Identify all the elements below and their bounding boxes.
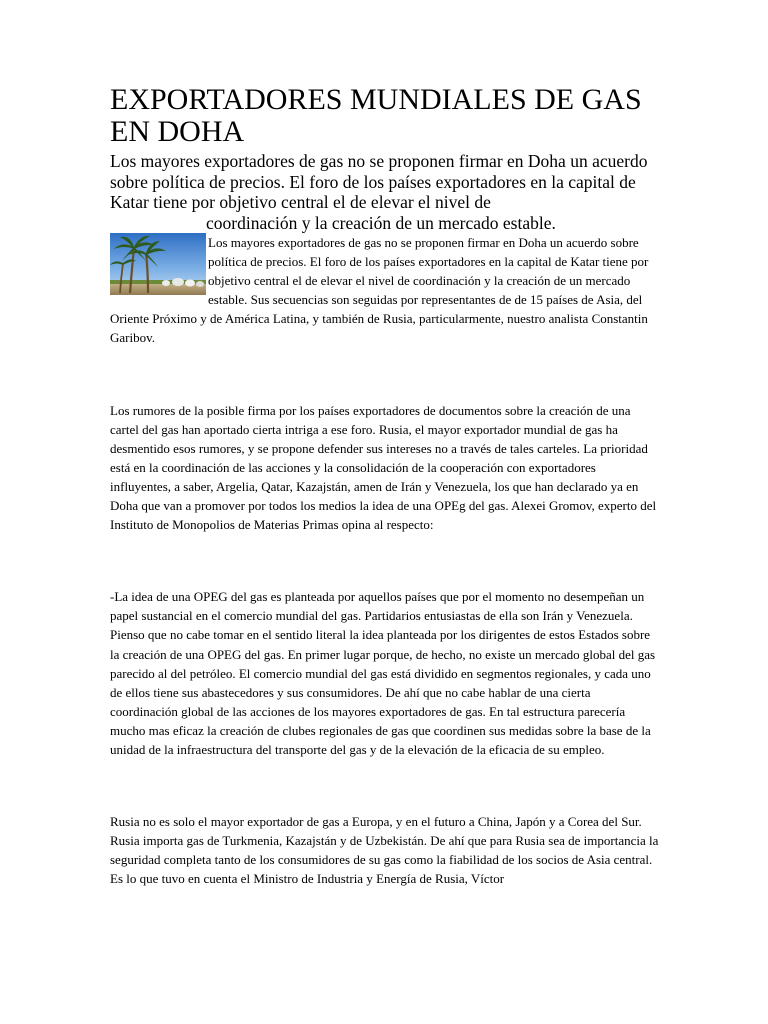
- intro-paragraph: Los mayores exportadores de gas no se proponen firmar en Doha un acuerdo sobre política de precios. El foro de los países exportadores en la capital de Katar tiene por objetivo central el de elevar el nivel de coordinación y la creación de un mercado estable. Sus secuencias son seguidas por representantes de de 15 países de Asia, del Oriente Próximo y de América Latina, y también de Rusia, particularmente, nuestro analista Constantin Garibov.: [110, 235, 649, 346]
- body-paragraph-1: Los rumores de la posible firma por los países exportadores de documentos sobre la creación de una cartel del gas han aportado cierta intriga a ese foro. Rusia, el mayor exportador mundial de gas ha desmentido esos rumores, y se propone defender sus intereses no a través de tales carteles. La prioridad está en la coordinación de las acciones y la consolidación de la cooperación con exportadores influyentes, a saber, Argelia, Qatar, Kazajstán, amen de Irán y Venezuela, los que han declarado ya en Doha que van a promover por todos los medios la idea de una OPEg del gas. Alexei Gromov, experto del Instituto de Monopolios de Materias Primas opina al respecto:: [110, 402, 657, 533]
- body-paragraph-3: Rusia no es solo el mayor exportador de gas a Europa, y en el futuro a China, Japón y a Corea del Sur. Rusia importa gas de Turkmenia, Kazajstán y de Uzbekistán. De ahí que para Rusia sea de importancia la seguridad completa tanto de los consumidores de su gas como la fiabilidad de los socios de Asia central. Es lo que tuvo en cuenta el Ministro de Industria y Energía de Rusia, Víctor: [110, 814, 659, 887]
- article-title: EXPORTADORES MUNDIALES DE GAS EN DOHA: [110, 83, 642, 148]
- document-page: [110, 84, 660, 888]
- lead-text-part2: coordinación y la creación de un mercado estable.: [206, 212, 556, 233]
- body-paragraph-2: -La idea de una OPEG del gas es planteada por aquellos países que por el momento no desempeñan un papel sustancial en el comercio mundial del gas. Partidarios entusiastas de ella son Irán y Venezuela. Pienso que no cabe tomar en el sentido literal la idea planteada por los dirigentes de estos Estados sobre la creación de una OPEG del gas. En primer lugar porque, de hecho, no existe un mercado global del gas parecido al del petróleo. El comercio mundial del gas está dividido en segmentos regionales, y cada uno de ellos tiene sus abastecedores y sus consumidores. De ahí que no cabe hablar de una cierta coordinación global de las acciones de los mayores exportadores de gas. En tal estructura parecería mucho mas eficaz la creación de clubes regionales de gas que coordinen sus medidas sobre la base de la unidad de la infraestructura del transporte del gas y de la elevación de la eficacia de su empleo.: [110, 589, 656, 757]
- lead-text-part1: Los mayores exportadores de gas no se proponen firmar en Doha un acuerdo sobre política de precios. El foro de los países exportadores en la capital de Katar tiene por objetivo central el de elevar el nivel de: [110, 151, 648, 212]
- article-lead: [110, 151, 660, 233]
- intro-section: [110, 233, 660, 348]
- palm-trees-photo: [110, 233, 206, 295]
